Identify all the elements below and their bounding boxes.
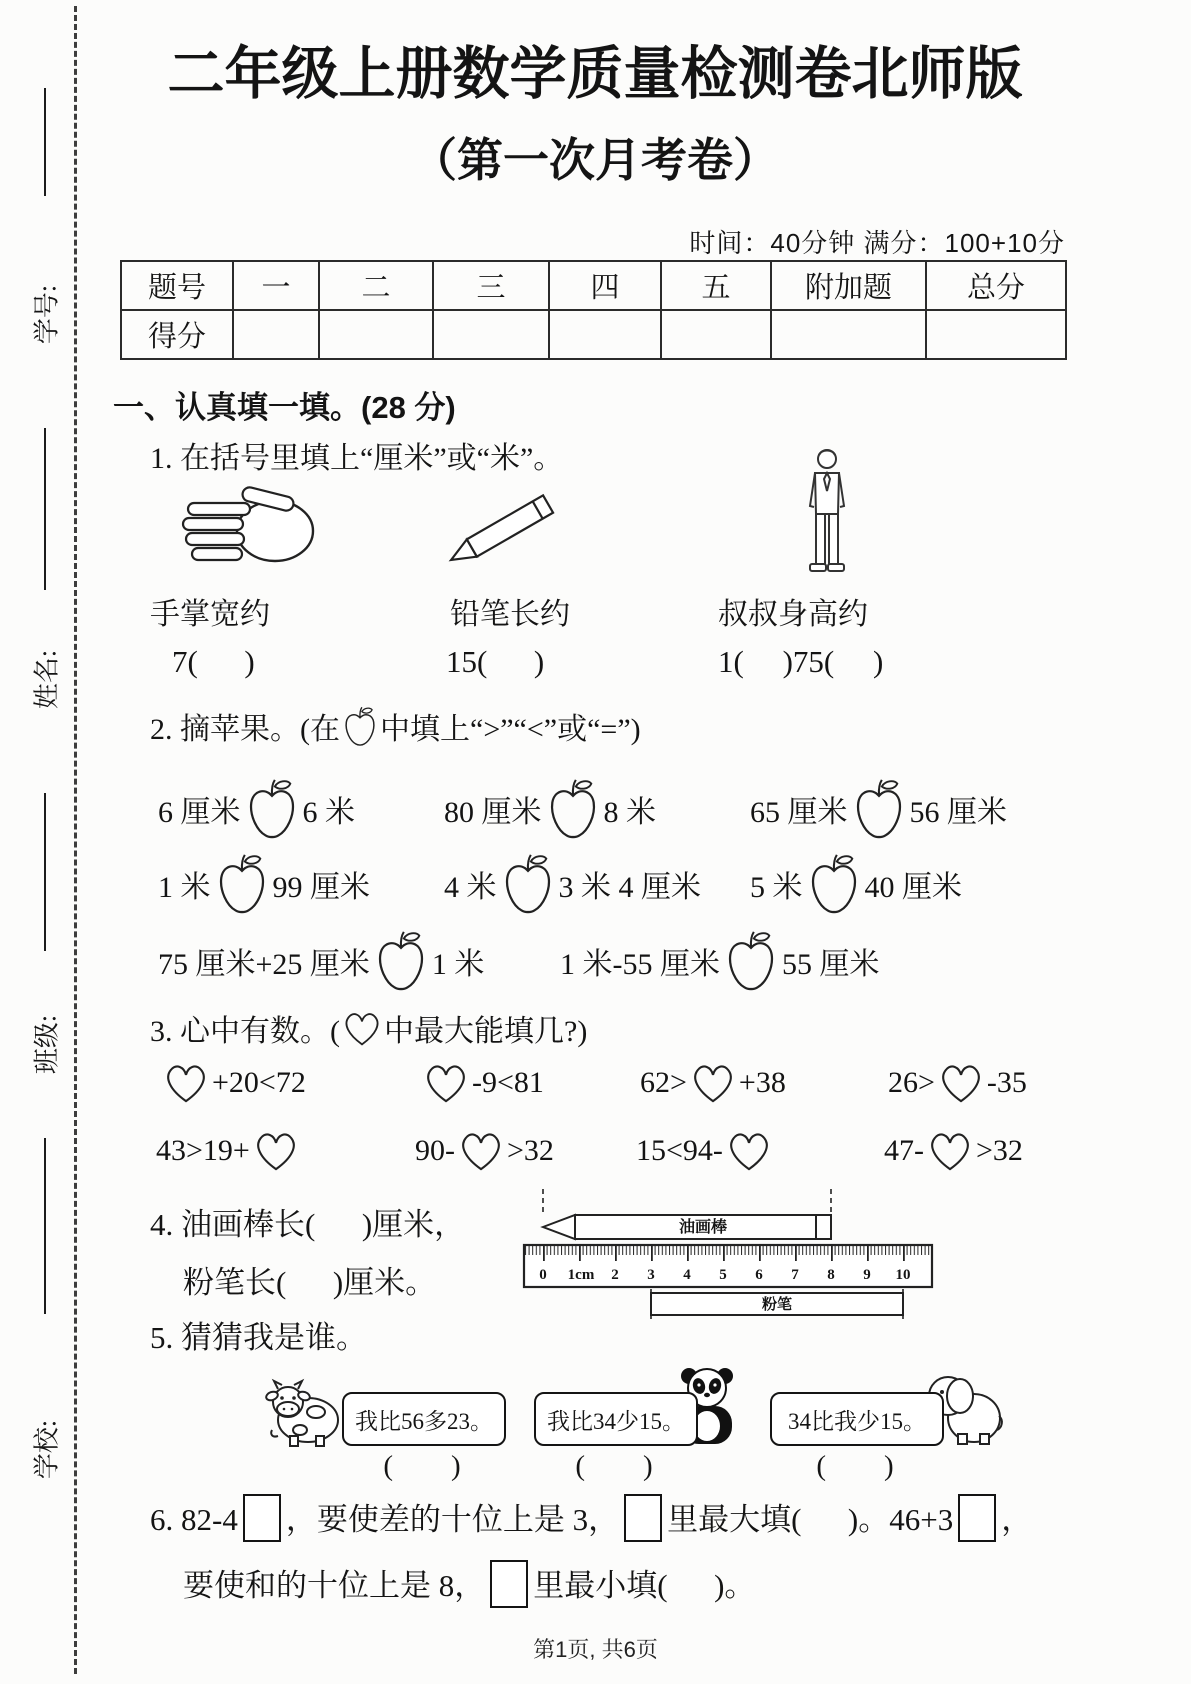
apple-icon [246, 778, 298, 840]
apple-icon [808, 853, 860, 915]
comparison-right: 6 米 [302, 796, 355, 829]
comparison-right: 8 米 [603, 796, 656, 829]
heart-inequality [636, 1130, 775, 1172]
score-cell [549, 310, 661, 359]
speech-bubble-elephant: 34比我少15。 [770, 1392, 944, 1446]
inequality-right: +20<72 [212, 1066, 306, 1099]
q1-blank-man: 1( )75( ) [718, 644, 884, 679]
crayon-tip [543, 1215, 575, 1239]
q2-text-prefix: 2. 摘苹果。(在 [150, 713, 340, 746]
student-id-label: 学号: [32, 284, 62, 345]
heart-inequality [420, 1062, 544, 1104]
q6-text-line2 [183, 1560, 755, 1608]
ruler-tick-label: 5 [719, 1267, 727, 1283]
answer-box [958, 1494, 996, 1542]
ruler-tick-label: 6 [755, 1267, 763, 1283]
inequality-right: -9<81 [472, 1066, 544, 1099]
heart-icon [458, 1130, 504, 1172]
q3-text-prefix: 3. 心中有数。( [150, 1015, 340, 1048]
heart-inequality [415, 1130, 554, 1172]
q5-answer-blank: ( ) [383, 1450, 461, 1482]
heart-icon [690, 1062, 736, 1104]
speech-bubble-panda: 我比34少15。 [534, 1392, 698, 1446]
score-header-cell: 五 [661, 261, 771, 310]
apple-comparison [750, 853, 962, 915]
ruler-figure [518, 1186, 938, 1320]
comparison-left: 1 米 [158, 871, 211, 904]
comparison-left: 6 厘米 [158, 796, 241, 829]
comparison-right: 40 厘米 [864, 871, 962, 904]
apple-comparison [158, 778, 355, 840]
inequality-left: 26> [888, 1066, 935, 1099]
heart-inequality [888, 1062, 1027, 1104]
hand-icon [180, 486, 330, 571]
score-header-cell: 二 [319, 261, 433, 310]
apple-icon [502, 853, 554, 915]
heart-icon [342, 1010, 382, 1047]
comparison-left: 65 厘米 [750, 796, 848, 829]
score-table-score-row [121, 310, 1066, 359]
apple-icon [375, 930, 427, 992]
ruler-tick-label: 2 [611, 1267, 619, 1283]
score-header-cell: 题号 [121, 261, 233, 310]
q4-text-line2: 粉笔长( )厘米。 [183, 1265, 437, 1300]
inequality-right: >32 [976, 1134, 1023, 1167]
fold-dashed-line [74, 6, 77, 1674]
ruler-tick-label: 0 [539, 1267, 547, 1283]
pencil-icon [444, 484, 574, 569]
comparison-left: 80 厘米 [444, 796, 542, 829]
score-cell [433, 310, 549, 359]
q6-text-part: 6. 82-4 [150, 1502, 238, 1537]
heart-inequality [156, 1130, 302, 1172]
apple-comparison [158, 930, 484, 992]
ruler-tick-label: 3 [647, 1267, 655, 1283]
apple-comparison [750, 778, 1007, 840]
ruler-tick-label: 4 [683, 1267, 691, 1283]
answer-box [243, 1494, 281, 1542]
paper-subtitle: （第一次月考卷） [411, 134, 779, 186]
school-label: 学校: [32, 1419, 62, 1480]
crayon-label: 油画棒 [678, 1219, 728, 1236]
score-table [120, 260, 1067, 360]
score-cell [926, 310, 1066, 359]
inequality-left: 47- [884, 1134, 924, 1167]
inequality-left: 62> [640, 1066, 687, 1099]
heart-icon [253, 1130, 299, 1172]
score-header-cell: 附加题 [771, 261, 926, 310]
chalk-label: 粉笔 [761, 1296, 793, 1313]
speech-bubble-cow: 我比56多23。 [342, 1392, 506, 1446]
school-blank-line [44, 1138, 46, 1314]
ruler-tick-label: 7 [791, 1267, 799, 1283]
heart-icon [927, 1130, 973, 1172]
answer-box [490, 1560, 528, 1608]
student-id-blank-line [44, 88, 46, 196]
score-header-cell: 四 [549, 261, 661, 310]
heart-icon [163, 1062, 209, 1104]
q1-blank-pencil: 15( ) [446, 644, 545, 679]
name-blank-line [44, 428, 46, 590]
ruler-tick-label: 10 [895, 1267, 911, 1283]
q1-blank-hand: 7( ) [172, 644, 255, 679]
score-cell [771, 310, 926, 359]
man-icon [798, 446, 856, 581]
section-heading: 一、认真填一填。(28 分) [113, 390, 456, 425]
heart-inequality [160, 1062, 306, 1104]
apple-comparison [560, 930, 880, 992]
score-header-cell: 一 [233, 261, 319, 310]
q6-text-part: 里最大填( )。46+3 [667, 1502, 954, 1537]
inequality-left: 90- [415, 1134, 455, 1167]
apple-comparison [444, 778, 656, 840]
paper-title: 二年级上册数学质量检测卷北师版 [167, 42, 1023, 106]
inequality-right: +38 [738, 1066, 786, 1099]
q1-caption-pencil: 铅笔长约 [450, 598, 570, 631]
q3-text-suffix: 中最大能填几?) [384, 1015, 588, 1048]
heart-inequality [884, 1130, 1023, 1172]
q2-text-suffix: 中填上“>”“<”或“=”) [380, 713, 641, 746]
heart-icon [726, 1130, 772, 1172]
apple-icon [343, 706, 377, 747]
q5-text: 5. 猜猜我是谁。 [150, 1320, 367, 1355]
score-cell [661, 310, 771, 359]
q6-text-part: 里最小填( )。 [533, 1568, 756, 1603]
heart-icon [938, 1062, 984, 1104]
comparison-left: 1 米-55 厘米 [560, 948, 720, 981]
q1-caption-hand: 手掌宽约 [150, 598, 270, 631]
score-header-cell: 三 [433, 261, 549, 310]
class-label: 班级: [32, 1014, 62, 1075]
q5-answer-blank: ( ) [575, 1450, 653, 1482]
apple-icon [725, 930, 777, 992]
comparison-left: 4 米 [444, 871, 497, 904]
comparison-right: 99 厘米 [272, 871, 370, 904]
inequality-left: 15<94- [636, 1134, 723, 1167]
inequality-right: >32 [507, 1134, 554, 1167]
q1-text: 1. 在括号里填上“厘米”或“米”。 [150, 442, 564, 475]
q6-text-part: ， [1001, 1502, 1033, 1537]
q4-text-line1: 4. 油画棒长( )厘米， [150, 1207, 466, 1242]
class-blank-line [44, 793, 46, 951]
apple-icon [853, 778, 905, 840]
score-cell [319, 310, 433, 359]
comparison-right: 1 米 [431, 948, 485, 981]
score-header-cell: 总分 [926, 261, 1066, 310]
ruler-tick-label: 9 [863, 1267, 871, 1283]
ruler-tick-label: 8 [827, 1267, 835, 1283]
inequality-right: -35 [986, 1066, 1027, 1099]
name-label: 姓名: [32, 649, 62, 710]
q5-answer-blank: ( ) [816, 1450, 894, 1482]
q6-text-part: 要使和的十位上是 8， [183, 1568, 486, 1603]
score-row-label: 得分 [121, 310, 233, 359]
score-table-header-row [121, 261, 1066, 310]
cow-icon [264, 1378, 340, 1448]
comparison-left: 5 米 [750, 871, 803, 904]
comparison-right: 3 米 4 厘米 [558, 871, 701, 904]
comparison-left: 75 厘米+25 厘米 [158, 948, 370, 981]
q3-text [150, 1006, 587, 1050]
comparison-right: 55 厘米 [782, 948, 880, 981]
page-number: 第1页, 共6页 [533, 1637, 658, 1662]
heart-inequality [640, 1062, 786, 1104]
ruler-tick-label: 1cm [567, 1267, 595, 1283]
heart-icon [423, 1062, 469, 1104]
time-and-score-info: 时间：40分钟 满分：100+10分 [689, 228, 1065, 258]
q2-text [150, 704, 641, 748]
q6-text-part: ，要使差的十位上是 3， [285, 1502, 620, 1537]
inequality-left: 43>19+ [156, 1134, 250, 1167]
q6-text-line1 [150, 1494, 1032, 1542]
apple-comparison [444, 853, 701, 915]
apple-icon [547, 778, 599, 840]
q1-caption-man: 叔叔身高约 [718, 598, 868, 631]
score-cell [233, 310, 319, 359]
apple-icon [216, 853, 268, 915]
comparison-right: 56 厘米 [909, 796, 1007, 829]
answer-box [624, 1494, 662, 1542]
apple-comparison [158, 853, 370, 915]
